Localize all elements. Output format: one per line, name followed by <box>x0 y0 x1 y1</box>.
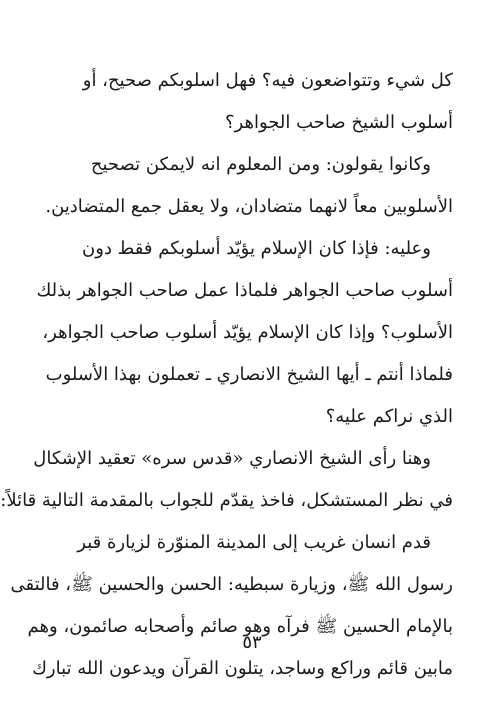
text-line-12: قدم انسان غريب إلى المدينة المنوّرة لزيارة قبر <box>77 532 431 553</box>
text-line-11: في نظر المستشكل، فاخذ يقدّم للجواب بالمقدمة التالية قائلاً: <box>0 490 453 511</box>
page-number: ٥٣ <box>242 632 262 653</box>
text-line-10: وهنا رأى الشيخ الانصاري «قدس سره» تعقيد الإشكال <box>33 448 431 469</box>
text-line-9: الذي نراكم عليه؟ <box>325 406 453 427</box>
text-line-13: رسول الله ﷺ، وزيارة سبطيه: الحسن والحسين ﷺ، فالتقى <box>10 574 453 595</box>
text-line-6: أسلوب صاحب الجواهر فلماذا عمل صاحب الجواهر بذلك <box>36 280 453 301</box>
text-line-4: الأسلوبين معاً لانهما متضادان، ولا يعقل جمع المتضادين. <box>45 196 453 217</box>
text-line-2: أسلوب الشيخ صاحب الجواهر؟ <box>225 112 453 133</box>
text-line-15: مابين قائم وراكع وساجد، يتلون القرآن ويدعون الله تبارك <box>32 658 453 679</box>
text-line-7: الأسلوب؟ وإذا كان الإسلام يؤيّد أسلوب صاحب الجواهر، <box>42 322 453 343</box>
body-text <box>0 60 453 690</box>
text-line-5: وعليه: فإذا كان الإسلام يؤيّد أسلوبكم فقط دون <box>82 238 431 259</box>
text-line-8: فلماذا أنتم ـ أيها الشيخ الانصاري ـ تعملون بهذا الأسلوب <box>45 364 453 385</box>
text-line-14: بالإمام الحسين ﷺ فرآه وهو صائم وأصحابه صائمون، وهم <box>27 616 453 637</box>
text-line-1: كل شيء وتتواضعون فيه؟ فهل اسلوبكم صحيح، أو <box>82 70 453 91</box>
text-line-3: وكانوا يقولون: ومن المعلوم انه لايمكن تصحيح <box>90 154 431 175</box>
